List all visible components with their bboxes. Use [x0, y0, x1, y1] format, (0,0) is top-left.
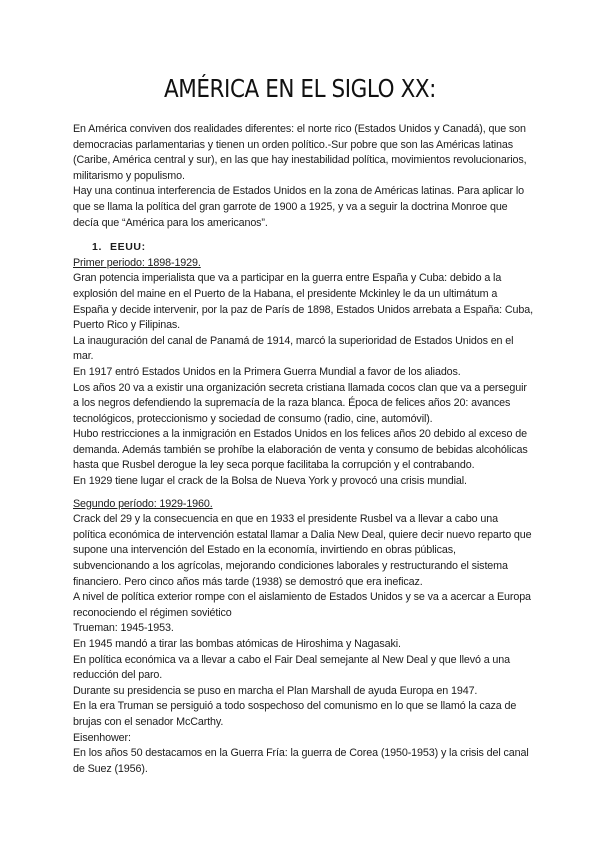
paragraph: Trueman: 1945-1953.: [73, 622, 174, 635]
paragraph: En política económica va a llevar a cabo el Fair Deal semejante al New Deal y que llevó a una reducción del paro.: [73, 653, 510, 682]
paragraph: En la era Truman se persiguió a todo sospechoso del comunismo en lo que se llamó la caza de brujas con el senador McCarthy.: [73, 700, 517, 728]
page-title: AMÉRICA EN EL SIGLO XX:: [163, 74, 437, 103]
paragraph: En los años 50 destacamos en la Guerra Fría: la guerra de Corea (1950-1953) y la crisis del canal de Suez (1956).: [73, 747, 529, 775]
section-number: 1.: [92, 241, 102, 254]
paragraph: A nivel de política exterior rompe con el aislamiento de Estados Unidos y se va a acercar a Europa reconociendo el régimen soviético: [73, 591, 531, 619]
paragraph: La inauguración del canal de Panamá de 1914, marcó la superioridad de Estados Unidos en el mar.: [73, 334, 514, 363]
section-heading-eeuu: [92, 240, 533, 256]
section-heading-text: EEUU:: [110, 241, 146, 254]
intro-paragraph: Hay una continua interferencia de Estados Unidos en la zona de Américas latinas. Para aplicar lo que se llama la política del gran garrote de 1900 a 1925, y va a seguir la doctrina Monroe que decía que “América para los americanos”.: [73, 185, 524, 229]
paragraph: En 1917 entró Estados Unidos en la Primera Guerra Mundial a favor de los aliados.: [73, 365, 461, 378]
paragraph: Gran potencia imperialista que va a participar en la guerra entre España y Cuba: debido a la explosión del maine en el Puerto de la Habana, el presidente Mckinley le da un ultimátum a España y decide intervenir, por la paz de París de 1898, Estados Unidos arrebata a España: Cuba, Puerto Rico y Filipinas.: [73, 272, 533, 332]
paragraph: En 1945 mandó a tirar las bombas atómicas de Hiroshima y Nagasaki.: [73, 638, 401, 650]
period-heading-1: Primer periodo: 1898-1929.: [73, 256, 201, 269]
period-heading-2: Segundo período: 1929-1960.: [73, 497, 213, 510]
paragraph: En 1929 tiene lugar el crack de la Bolsa de Nueva York y provocó una crisis mundial.: [73, 475, 467, 488]
intro-paragraph: En América conviven dos realidades diferentes: el norte rico (Estados Unidos y Canadá), que son democracias parlamentarias y tienen un orden político.-Sur pobre que son las Américas latinas (Caribe, América central y sur), en las que hay inestabilidad política, movimientos revolucionarios, militarismo y populismo.: [73, 123, 527, 182]
paragraph: Durante su presidencia se puso en marcha el Plan Marshall de ayuda Europa en 1947.: [73, 684, 478, 697]
paragraph: Eisenhower:: [73, 731, 131, 744]
paragraph: Hubo restricciones a la inmigración en Estados Unidos en los felices años 20 debido al exceso de demanda. Además también se prohíbe la elaboración de venta y consumo de bebidas alcohólicas hasta que Rusbel derogue la ley seca porque facilitaba la corrupción y el contrabando.: [73, 428, 528, 472]
paragraph: Los años 20 va a existir una organización secreta cristiana llamada cocos clan que va a perseguir a los negros defendiendo la supremacía de la raza blanca. Época de felices años 20: avances tecnológicos, proteccionismo y sociedad de consumo (radio, cine, automóvil).: [73, 381, 527, 425]
paragraph: Crack del 29 y la consecuencia en que en 1933 el presidente Rusbel va a llevar a cabo una política económica de intervención estatal llamar a Dalia New Deal, quiere decir nuevo reparto que supone una intervención del Estado en la economía, invirtiendo en obras públicas, subvencionando a los agrícolas, mejorando condiciones laborales y restructurando el sistema financiero. Pero cinco años más tarde (1938) se demostró que era ineficaz.: [73, 513, 532, 588]
document-body: [73, 122, 533, 777]
